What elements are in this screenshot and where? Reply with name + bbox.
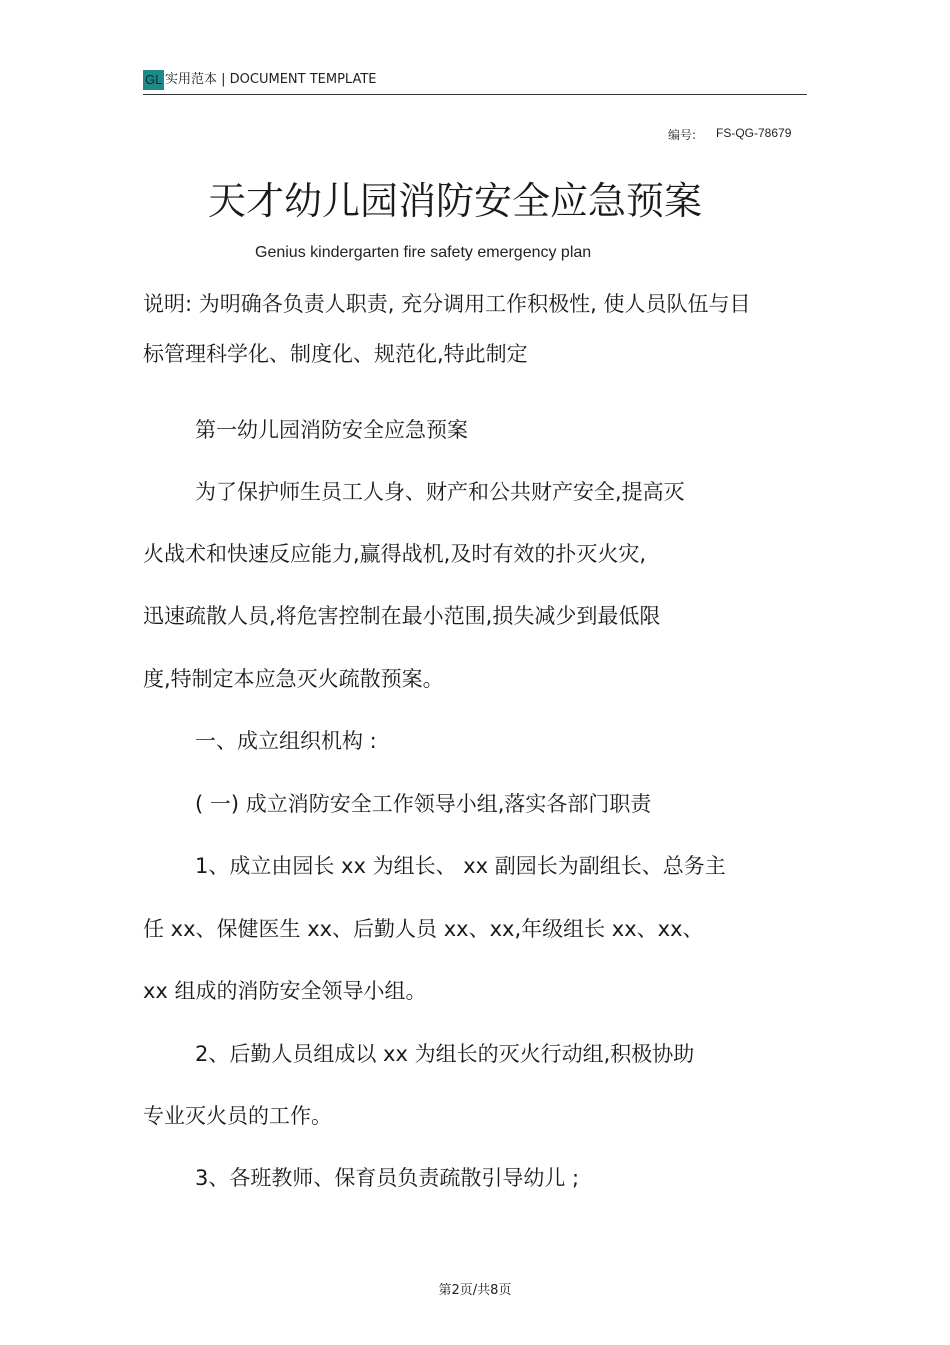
document-title: 天才幼儿园消防安全应急预案	[207, 179, 702, 223]
body-line: 标管理科学化、制度化、规范化,特此制定	[143, 342, 528, 366]
page-header	[143, 70, 807, 95]
body-line: 任 xx、保健医生 xx、后勤人员 xx、xx,年级组长 xx、xx、	[143, 917, 704, 941]
body-line: 说明: 为明确各负责人职责, 充分调用工作积极性, 使人员队伍与目	[143, 292, 751, 316]
header-text: 实用范本 | DOCUMENT TEMPLATE	[165, 72, 377, 87]
body-line: 专业灭火员的工作。	[143, 1104, 332, 1128]
doc-number-value: FS-QG-78679	[716, 126, 792, 140]
body-line: 2、后勤人员组成以 xx 为组长的灭火行动组,积极协助	[195, 1042, 695, 1066]
body-line: 第一幼儿园消防安全应急预案	[195, 418, 468, 442]
body-line: 度,特制定本应急灭火疏散预案。	[143, 667, 444, 691]
body-line: 迅速疏散人员,将危害控制在最小范围,损失减少到最低限	[143, 604, 661, 628]
document-subtitle: Genius kindergarten fire safety emergency plan	[255, 244, 592, 261]
body-line: 火战术和快速反应能力,赢得战机,及时有效的扑灭火灾,	[143, 542, 647, 566]
body-line: ( 一) 成立消防安全工作领导小组,落实各部门职责	[195, 792, 652, 816]
body-line: 1、成立由园长 xx 为组长、 xx 副园长为副组长、总务主	[195, 854, 726, 878]
body-line: 为了保护师生员工人身、财产和公共财产安全,提高灭	[195, 480, 685, 504]
body-line: 一、成立组织机构 :	[195, 729, 377, 753]
body-line: 3、各班教师、保育员负责疏散引导幼儿 ;	[195, 1166, 580, 1190]
doc-number-label: 编号:	[668, 128, 697, 142]
page-footer: 第2页/共8页	[438, 1283, 512, 1298]
gl-logo: GL	[143, 70, 164, 90]
body-line: xx 组成的消防安全领导小组。	[143, 979, 427, 1003]
